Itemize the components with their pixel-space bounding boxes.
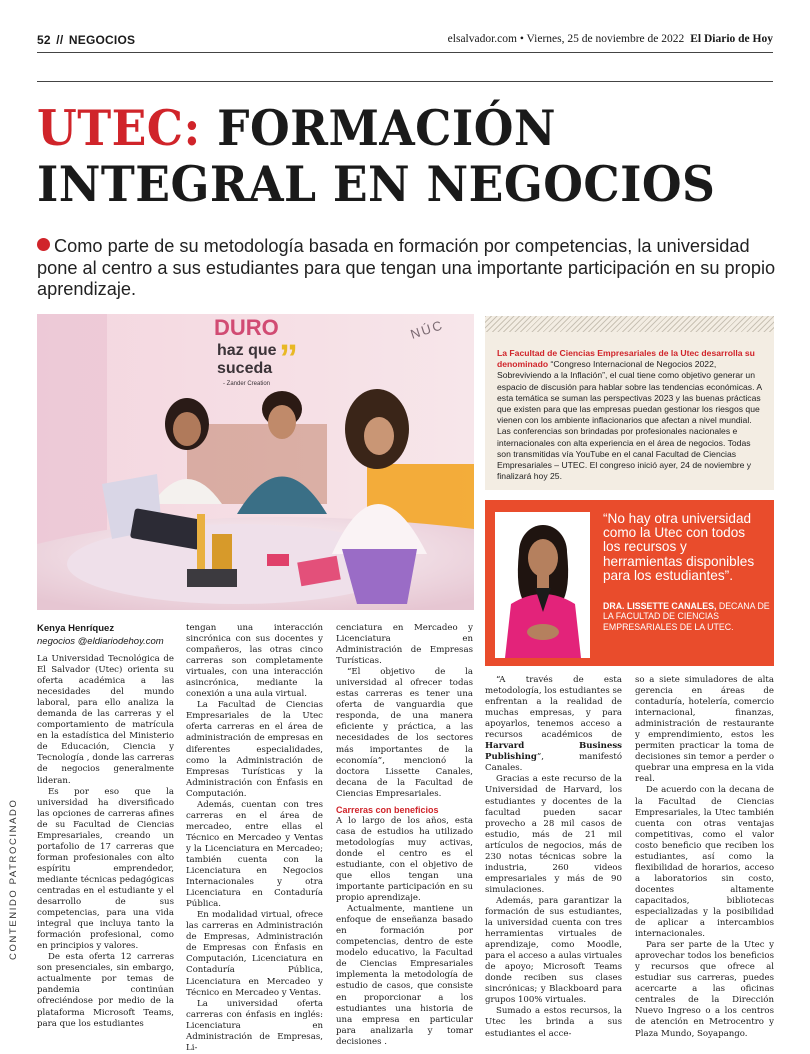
paragraph-bold: Harvard Business Publishing: [485, 741, 622, 763]
paragraph: Es por eso que la universidad ha diversificado las opciones de carreras afines de su Facultad de Ciencias Empresariales, creando un portafolio de 17 carreras que forman profesionales con alto espíritu emprendedor, mediante técnicas pedagógicas centradas en el estudiante y el desarrollo de sus competencias, para una vida integral que incluya tanto la formación profesional, como en principios y valores.: [37, 786, 174, 952]
page-header-right: [448, 33, 773, 45]
dean-portrait: [495, 512, 590, 658]
newspaper-brand: El Diario de Hoy: [690, 33, 773, 45]
dean-portrait-illustration: [495, 512, 590, 658]
headline-black: FORMACIÓN INTEGRAL EN NEGOCIOS: [37, 99, 716, 213]
quote-author-name: DRA. LISSETTE CANALES,: [603, 601, 717, 611]
page-number: 52: [37, 33, 51, 47]
header-rule-top: [37, 52, 773, 53]
headline-red: UTEC:: [37, 99, 201, 157]
article-column-4: [485, 675, 622, 1040]
header-meta: elsalvador.com • Viernes, 25 de noviembre de 2022: [447, 33, 685, 45]
wall-quote-mark-icon: ”: [279, 338, 298, 380]
paragraph: [485, 675, 622, 774]
wall-corner-text: NÚC: [408, 317, 446, 342]
paragraph: Además, para garantizar la formación de sus estudiantes, la universidad cuenta con tres herramientas virtuales de aprendizaje, como Moodle, para el acceso a aulas virtuales de apoyo; Microsoft Teams donde reciben sus clases sincrónicas; y Blackboard para grupos 100% virtuales.: [485, 895, 622, 1006]
paragraph: Sumado a estos recursos, la Utec les brinda a sus estudiantes el acce-: [485, 1006, 622, 1039]
paragraph: Gracias a este recurso de la Universidad de Harvard, los estudiantes y docentes de la facultad pueden sacar provecho a 28 mil casos de estudio, más de 21 mil artículos de negocios, más de 230 notas técnicas sobre la industria, 260 videos empresariales y más de 90 simulaciones.: [485, 774, 622, 895]
quote-box: [485, 500, 774, 666]
paragraph: Actualmente, mantiene un enfoque de enseñanza basado en formación por competencias, dentro de este modelo educativo, la Facultad de Ciencias Empresariales implementa la metodología de estudio de casos, que consiste en proporcionar a los estudiantes una historia de una empresa en particular para analizarla y tomar decisiones .: [336, 904, 473, 1047]
byline: [37, 623, 177, 648]
main-photo: [37, 314, 474, 610]
paragraph: cenciatura en Mercadeo y Licenciatura en Administración de Empresas Turísticas.: [336, 623, 473, 667]
paragraph: so a siete simuladores de alta gerencia en áreas de contaduría, hotelería, comercio internacional, finanzas, administración de restaurante y emprendimiento, estos les permiten practicar la toma de decisiones sin temor a perder o quebrar una empresa en la vida real.: [635, 675, 774, 785]
sponsored-content-label: CONTENIDO PATROCINADO: [8, 798, 19, 960]
paragraph: Además, cuentan con tres carreras en el área de mercadeo, entre ellas el Técnico en Mercadeo y Ventas y la Licenciatura en Mercadeo; también cuenta con la Licenciatura en Negocios Internacionales y otra Licenciatura en Contaduría Pública.: [186, 799, 323, 910]
info-box: [485, 316, 774, 490]
lead-paragraph: [37, 236, 777, 301]
paragraph: La Facultad de Ciencias Empresariales de la Utec oferta carreras en el área de administración de empresas en diferentes especialidades, como la Administración de Empresas Turísticas y la Administración con Énfasis en Computación.: [186, 700, 323, 799]
article-column-3: [336, 623, 473, 1048]
section-name: NEGOCIOS: [68, 33, 136, 47]
info-box-stripe: [485, 316, 774, 332]
quote-text: “No hay otra universidad como la Utec con todos los recursos y herramientas disponibles para los estudiantes”.: [603, 511, 755, 583]
wall-sign-line1: DURO: [214, 315, 279, 340]
lead-text: Como parte de su metodología basada en formación por competencias, la universidad pone al centro a sus estudiantes para que tengan una importante participación en su propio aprendizaje.: [37, 236, 776, 299]
page-header-left: [37, 33, 135, 47]
paragraph: Para ser parte de la Utec y aprovechar todos los beneficios y recursos que ofrece al estudiar sus carreras, puedes acercarte a las oficinas centrales de la Dirección Nuevo Ingreso o a los centros de atención en Metrocentro y Plaza Mundo, Soyapango.: [635, 940, 774, 1039]
bullet-dot-icon: [37, 238, 50, 251]
wall-sign-line3: suceda: [217, 360, 273, 377]
info-box-text: [497, 348, 765, 482]
article-column-1: [37, 654, 174, 1030]
paragraph: tengan una interacción sincrónica con sus docentes y compañeros, las otras cinco carreras son completamente virtuales, con una interacción asincrónica, mediante la conexión a una aula virtual.: [186, 623, 323, 700]
quote-author: [603, 601, 773, 632]
headline: [37, 100, 725, 212]
info-box-highlight: La Facultad de Ciencias Empresariales de la Utec desarrolla su denominado: [497, 348, 755, 370]
paragraph: En modalidad virtual, ofrece las carreras en Administración de Empresas, Administración de Empresas con Énfasis en Computación, Licenciatura en Contaduría Pública, Licenciatura en Mercadeo y Técnico en Mercadeo y Ventas.: [186, 910, 323, 998]
paragraph: La Universidad Tecnológica de El Salvador (Utec) orienta su oferta académica a las necesidades del mundo laboral, para ello analiza la demanda de las carreras y el comportamiento de matrícula en la estadística del Ministerio de Educación, Ciencia y Tecnología , donde las carreras de negocios generalmente lideran.: [37, 654, 174, 786]
paragraph: La universidad oferta carreras con énfasis en inglés: Licenciatura en Administración de Empresas, Li-: [186, 998, 323, 1053]
author-name: Kenya Henríquez: [37, 623, 115, 634]
paragraph: A lo largo de los años, esta casa de estudios ha utilizado metodologías muy activas, donde el centro es el estudiante, con el objetivo de que ellos tengan una importante participación en su propio aprendizaje.: [336, 815, 473, 904]
article-column-2: [186, 623, 323, 1054]
quote-author-role: DECANA DE LA FACULTAD DE CIENCIAS EMPRESARIALES DE LA UTEC.: [603, 601, 770, 632]
article-column-5: [635, 675, 774, 1040]
header-rule-bottom: [37, 81, 773, 82]
wall-sign-credit: - Zander Creation: [223, 381, 271, 387]
author-email: negocios @eldiariodehoy.com: [37, 635, 164, 647]
info-box-body: “Congreso Internacional de Negocios 2022, Sobreviviendo a la Inflación”, el cual tiene como objetivo generar un espacio de discusión para hablar sobre las tendencias económicas. A esta temática se suman las perspectivas 2023 y las buenas prácticas que existen para que las empresas puedan gestionar los riesgos que vienen con los ambiente inflacionarios que afectan a nivel mundial. Las conferencias son brindadas por profesionales nacionales e internacionales con alta experiencia en el área de negocios. Todas son transmitidas vía YouTube en el canal Facultad de Ciencias Empresariales – UTEC. El congreso inició ayer, 24 de noviembre y finalizará hoy 25.: [497, 359, 762, 482]
wall-sign-line2: haz que: [217, 342, 277, 359]
header-separator: //: [56, 33, 64, 47]
subheading: Carreras con beneficios: [336, 804, 439, 815]
paragraph: De esta oferta 12 carreras son presenciales, sin embargo, actualmente por temas de pandemia continúan ofreciéndose por medio de la plataforma Microsoft Teams, para que los estudiantes: [37, 952, 174, 1029]
paragraph-part: “A través de esta metodología, los estudiantes se enfrentan a la realidad de muchas empresas, y para apoyarlos, tenemos acceso a recursos académicos de: [485, 675, 622, 741]
paragraph: De acuerdo con la decana de la Facultad de Ciencias Empresariales, la Utec también cuenta con otras ventajas competitivas, como el valor costo beneficio que reciben los estudiantes, así como la flexibilidad de horarios, acceso a laboratorios sin costo, docentes altamente capacitados, bibliotecas especializadas y la posibilidad de aplicar a intercambios internacionales.: [635, 785, 774, 940]
paragraph-part: ”, manifestó Canales.: [485, 752, 622, 774]
paragraph: “El objetivo de la universidad al ofrecer todas estas carreras es tener una oferta de vanguardia que responda, de una manera eficiente y práctica, a las necesidades de los sectores más importantes de la economía”, mencionó la doctora Lissette Canales, decana de la Facultad de Ciencias Empresariales.: [336, 667, 473, 799]
